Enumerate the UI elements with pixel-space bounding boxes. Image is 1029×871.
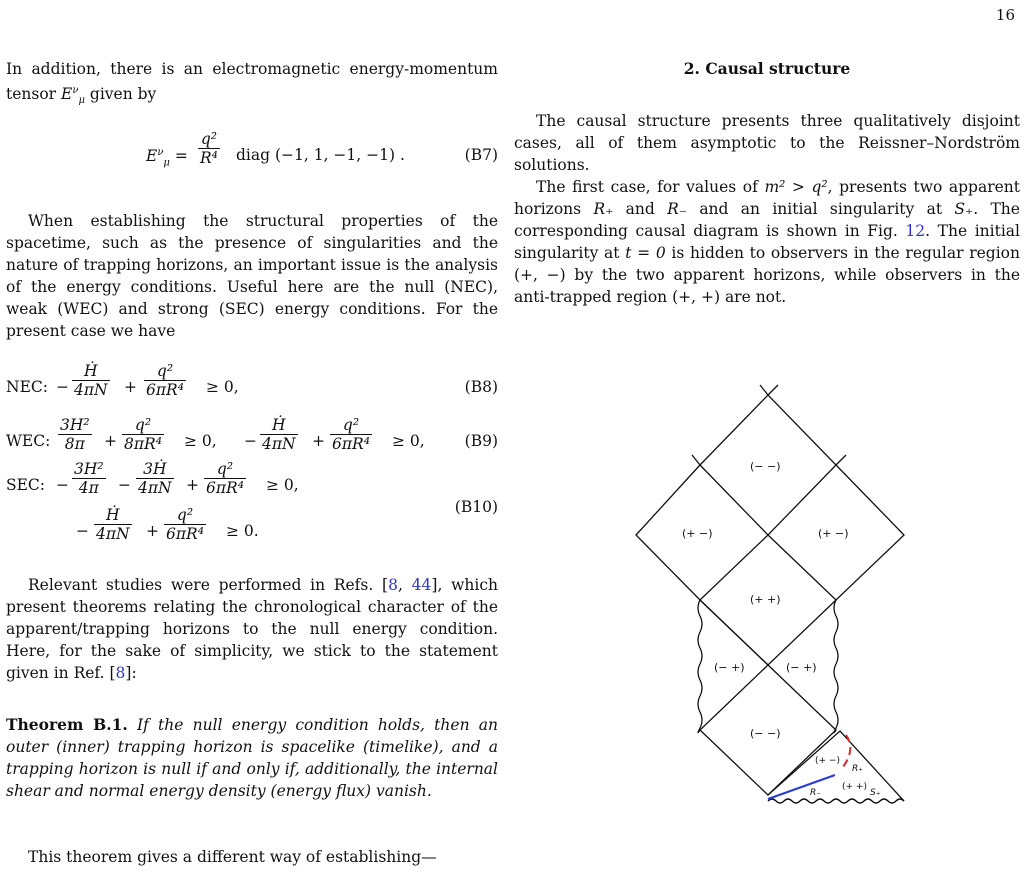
diagram-middle-diamond [700, 600, 836, 665]
diagram-right-wavy-boundary [834, 600, 838, 733]
equation-label-b9: (B9) [464, 432, 498, 450]
equation-label-b8: (B8) [464, 378, 498, 396]
figure-link-12[interactable]: 12 [905, 222, 926, 240]
diagram-r-plus-horizon [843, 735, 850, 767]
region-small-pp: (+ +) [842, 782, 867, 792]
region-right-upper: (+ −) [818, 527, 849, 540]
region-middle: (+ +) [750, 593, 781, 606]
intro-paragraph: In addition, there is an electromagnetic energy-momentum tensor $E^\nu_\mu$ given by [6, 60, 498, 107]
equation-label-b7: (B7) [464, 146, 498, 164]
reference-link-8b[interactable]: 8 [115, 664, 126, 682]
energy-conditions-paragraph: When establishing the structural properties of the spacetime, such as the presence of singularities and the nature of trapping horizons, an important issue is the analysis of the energy conditions. Useful here are the null (NEC), weak (WEC) and strong (SEC) energy conditions. For the present case we have [6, 212, 498, 340]
region-small-pm: (+ −) [815, 756, 840, 766]
diagram-bottom-triangle [768, 731, 904, 801]
equation-label-b10: (B10) [454, 498, 498, 516]
causal-intro-paragraph: The causal structure presents three qualitatively disjoint cases, all of them asymptotic to the Reissner–Nordström solutions. [514, 112, 1020, 174]
relevant-studies-paragraph: Relevant studies were performed in Refs. [8, 44], which present theorems relating the chronological character of the apparent/trapping horizons to the null energy condition. Here, for the sake of simplicity, we stick to the statement given in Ref. [8]: [6, 576, 499, 682]
diagram-left-wavy-boundary [698, 600, 702, 733]
region-top: (− −) [750, 460, 781, 473]
theorem-b1: Theorem B.1. If the null energy condition holds, then an outer (inner) trapping horizon is spacelike (timelike), and a trapping horizon is null if and only if, additionally, the internal shear and normal energy density (energy flux) vanish. [6, 715, 498, 800]
diagram-bottom-singularity [768, 799, 904, 803]
region-left-upper: (+ −) [682, 527, 713, 540]
causal-diagram [630, 375, 920, 845]
region-left-lower: (− +) [714, 661, 745, 674]
closing-paragraph: This theorem gives a different way of establishing— [28, 848, 437, 866]
first-case-paragraph: The first case, for values of m² > q², presents two apparent horizons R₊ and R₋ and an initial singularity at S₊. The corresponding causal diagram is shown in Fig. 12. The initial singularity at t = 0 is hidden to observers in the regular region (+, −) by the two apparent horizons, while observers in the anti-trapped region (+, +) are not. [514, 178, 1021, 306]
page-number: 16 [995, 6, 1015, 24]
section-heading: 2. Causal structure [683, 59, 851, 78]
reference-link-8[interactable]: 8 [388, 576, 398, 594]
label-s-plus: S₊ [870, 788, 881, 798]
region-right-lower: (− +) [786, 661, 817, 674]
region-bottom: (− −) [750, 727, 781, 740]
label-r-minus: R₋ [810, 788, 822, 798]
label-r-plus: R₊ [852, 764, 864, 774]
diagram-r-minus-horizon [768, 775, 835, 799]
reference-link-44[interactable]: 44 [411, 576, 432, 594]
